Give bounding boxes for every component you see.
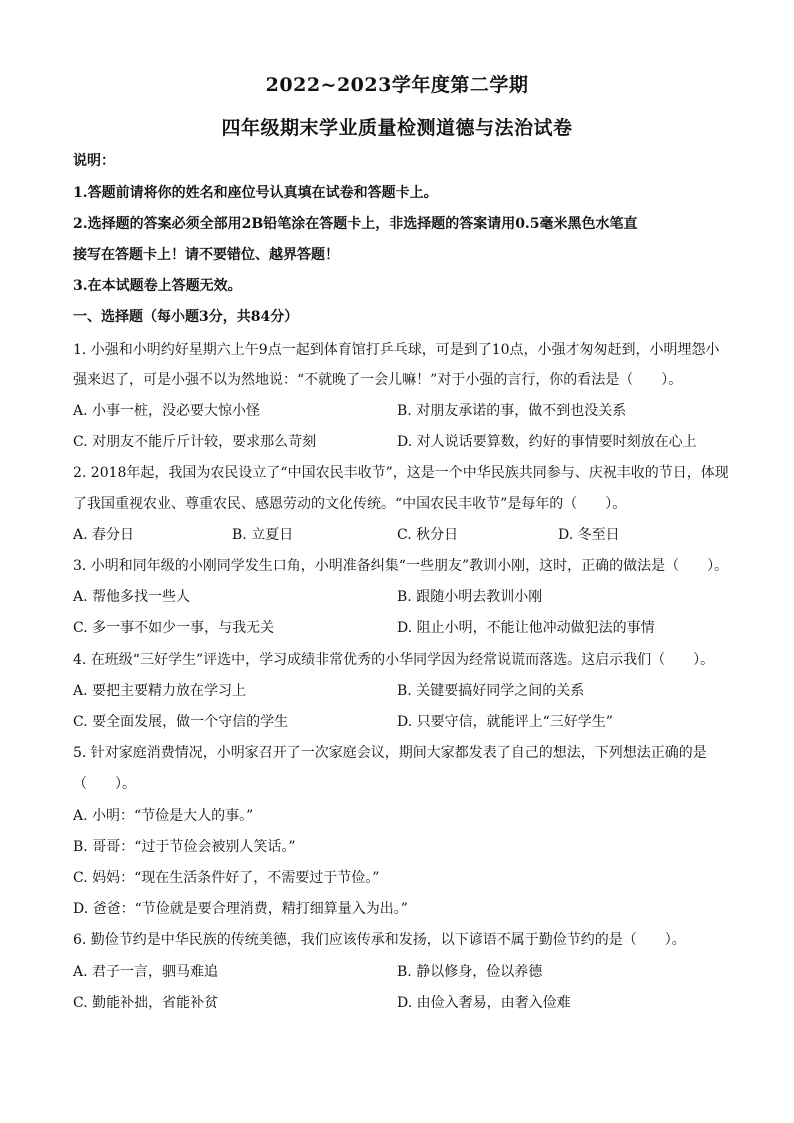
question-4-option-b: B. 关键要搞好同学之间的关系 bbox=[397, 683, 585, 699]
question-6-option-a: A. 君子一言，驷马难追 bbox=[73, 964, 219, 980]
question-5-option-d: D. 爸爸：“节俭就是要合理消费，精打细算量入为出。” bbox=[73, 901, 408, 917]
question-1-option-a: A. 小事一桩，没必要大惊小怪 bbox=[73, 403, 261, 419]
question-1-stem: 强来迟了，可是小强不以为然地说：“不就晚了一会儿嘛！”对于小强的言行，你的看法是（ ）。 bbox=[73, 372, 683, 388]
question-5-option-b: B. 哥哥：“过于节俭会被别人笑话。” bbox=[73, 839, 296, 855]
question-1-option-d: D. 对人说话要算数，约好的事情要时刻放在心上 bbox=[397, 434, 697, 450]
exam-title-subject: 四年级期末学业质量检测道德与法治试卷 bbox=[221, 117, 573, 139]
question-4-stem: 4. 在班级“三好学生”评选中，学习成绩非常优秀的小华同学因为经常说谎而落选。这启示我们（ ）。 bbox=[73, 652, 715, 668]
question-3-option-a: A. 帮他多找一些人 bbox=[73, 589, 191, 605]
section-heading: 一、选择题（每小题3分，共84分） bbox=[73, 309, 299, 325]
question-5-option-a: A. 小明：“节俭是大人的事。” bbox=[73, 808, 254, 824]
question-6-stem: 6. 勤俭节约是中华民族的传统美德，我们应该传承和发扬，以下谚语不属于勤俭节约的是（ ）。 bbox=[73, 932, 686, 948]
question-5-option-c: C. 妈妈：“现在生活条件好了，不需要过于节俭。” bbox=[73, 870, 380, 886]
question-4-option-a: A. 要把主要精力放在学习上 bbox=[73, 683, 247, 699]
question-2-stem: 2. 2018年起，我国为农民设立了“中国农民丰收节”，这是一个中华民族共同参与、庆祝丰收的节日，体现 bbox=[73, 465, 729, 481]
question-3-option-b: B. 跟随小明去教训小刚 bbox=[397, 589, 543, 605]
question-5-stem: 5. 针对家庭消费情况，小明家召开了一次家庭会议，期间大家都发表了自己的想法，下列想法正确的是 bbox=[73, 745, 707, 761]
question-6-option-c: C. 勤能补拙，省能补贫 bbox=[73, 995, 219, 1011]
question-4-option-d: D. 只要守信，就能评上“三好学生” bbox=[397, 714, 613, 730]
question-1-stem: 1. 小强和小明约好星期六上午9点一起到体育馆打乒乓球，可是到了10点，小强才匆匆赶到，小明埋怨小 bbox=[73, 342, 720, 358]
question-3-option-c: C. 多一事不如少一事，与我无关 bbox=[73, 620, 275, 636]
instructions-label: 说明： bbox=[73, 153, 115, 169]
question-2-option-d: D. 冬至日 bbox=[558, 527, 620, 543]
instruction-item: 2.选择题的答案必须全部用2B铅笔涂在答题卡上，非选择题的答案请用0.5毫米黑色水笔直 bbox=[73, 216, 638, 232]
question-1-option-b: B. 对朋友承诺的事，做不到也没关系 bbox=[397, 403, 627, 419]
question-6-option-d: D. 由俭入奢易，由奢入俭难 bbox=[397, 995, 571, 1011]
question-6-option-b: B. 静以修身，俭以养德 bbox=[397, 964, 543, 980]
question-3-stem: 3. 小明和同年级的小刚同学发生口角，小明准备纠集“一些朋友”教训小刚，这时，正确的做法是（ ）。 bbox=[73, 558, 729, 574]
question-2-option-c: C. 秋分日 bbox=[397, 527, 459, 543]
question-2-option-a: A. 春分日 bbox=[73, 527, 135, 543]
question-2-option-b: B. 立夏日 bbox=[232, 527, 294, 543]
instruction-item: 1.答题前请将你的姓名和座位号认真填在试卷和答题卡上。 bbox=[73, 185, 438, 201]
question-3-option-d: D. 阻止小明，不能让他冲动做犯法的事情 bbox=[397, 620, 655, 636]
question-2-stem: 了我国重视农业、尊重农民、感恩劳动的文化传统。“中国农民丰收节”是每年的（ ）。 bbox=[73, 496, 627, 512]
instruction-item: 3.在本试题卷上答题无效。 bbox=[73, 278, 242, 294]
instruction-item: 接写在答题卡上！请不要错位、越界答题！ bbox=[73, 247, 339, 263]
exam-title-term: 2022~2023学年度第二学期 bbox=[265, 74, 529, 96]
question-5-stem: （ ）。 bbox=[73, 776, 136, 792]
question-4-option-c: C. 要全面发展，做一个守信的学生 bbox=[73, 714, 289, 730]
question-1-option-c: C. 对朋友不能斤斤计较，要求那么苛刻 bbox=[73, 434, 317, 450]
